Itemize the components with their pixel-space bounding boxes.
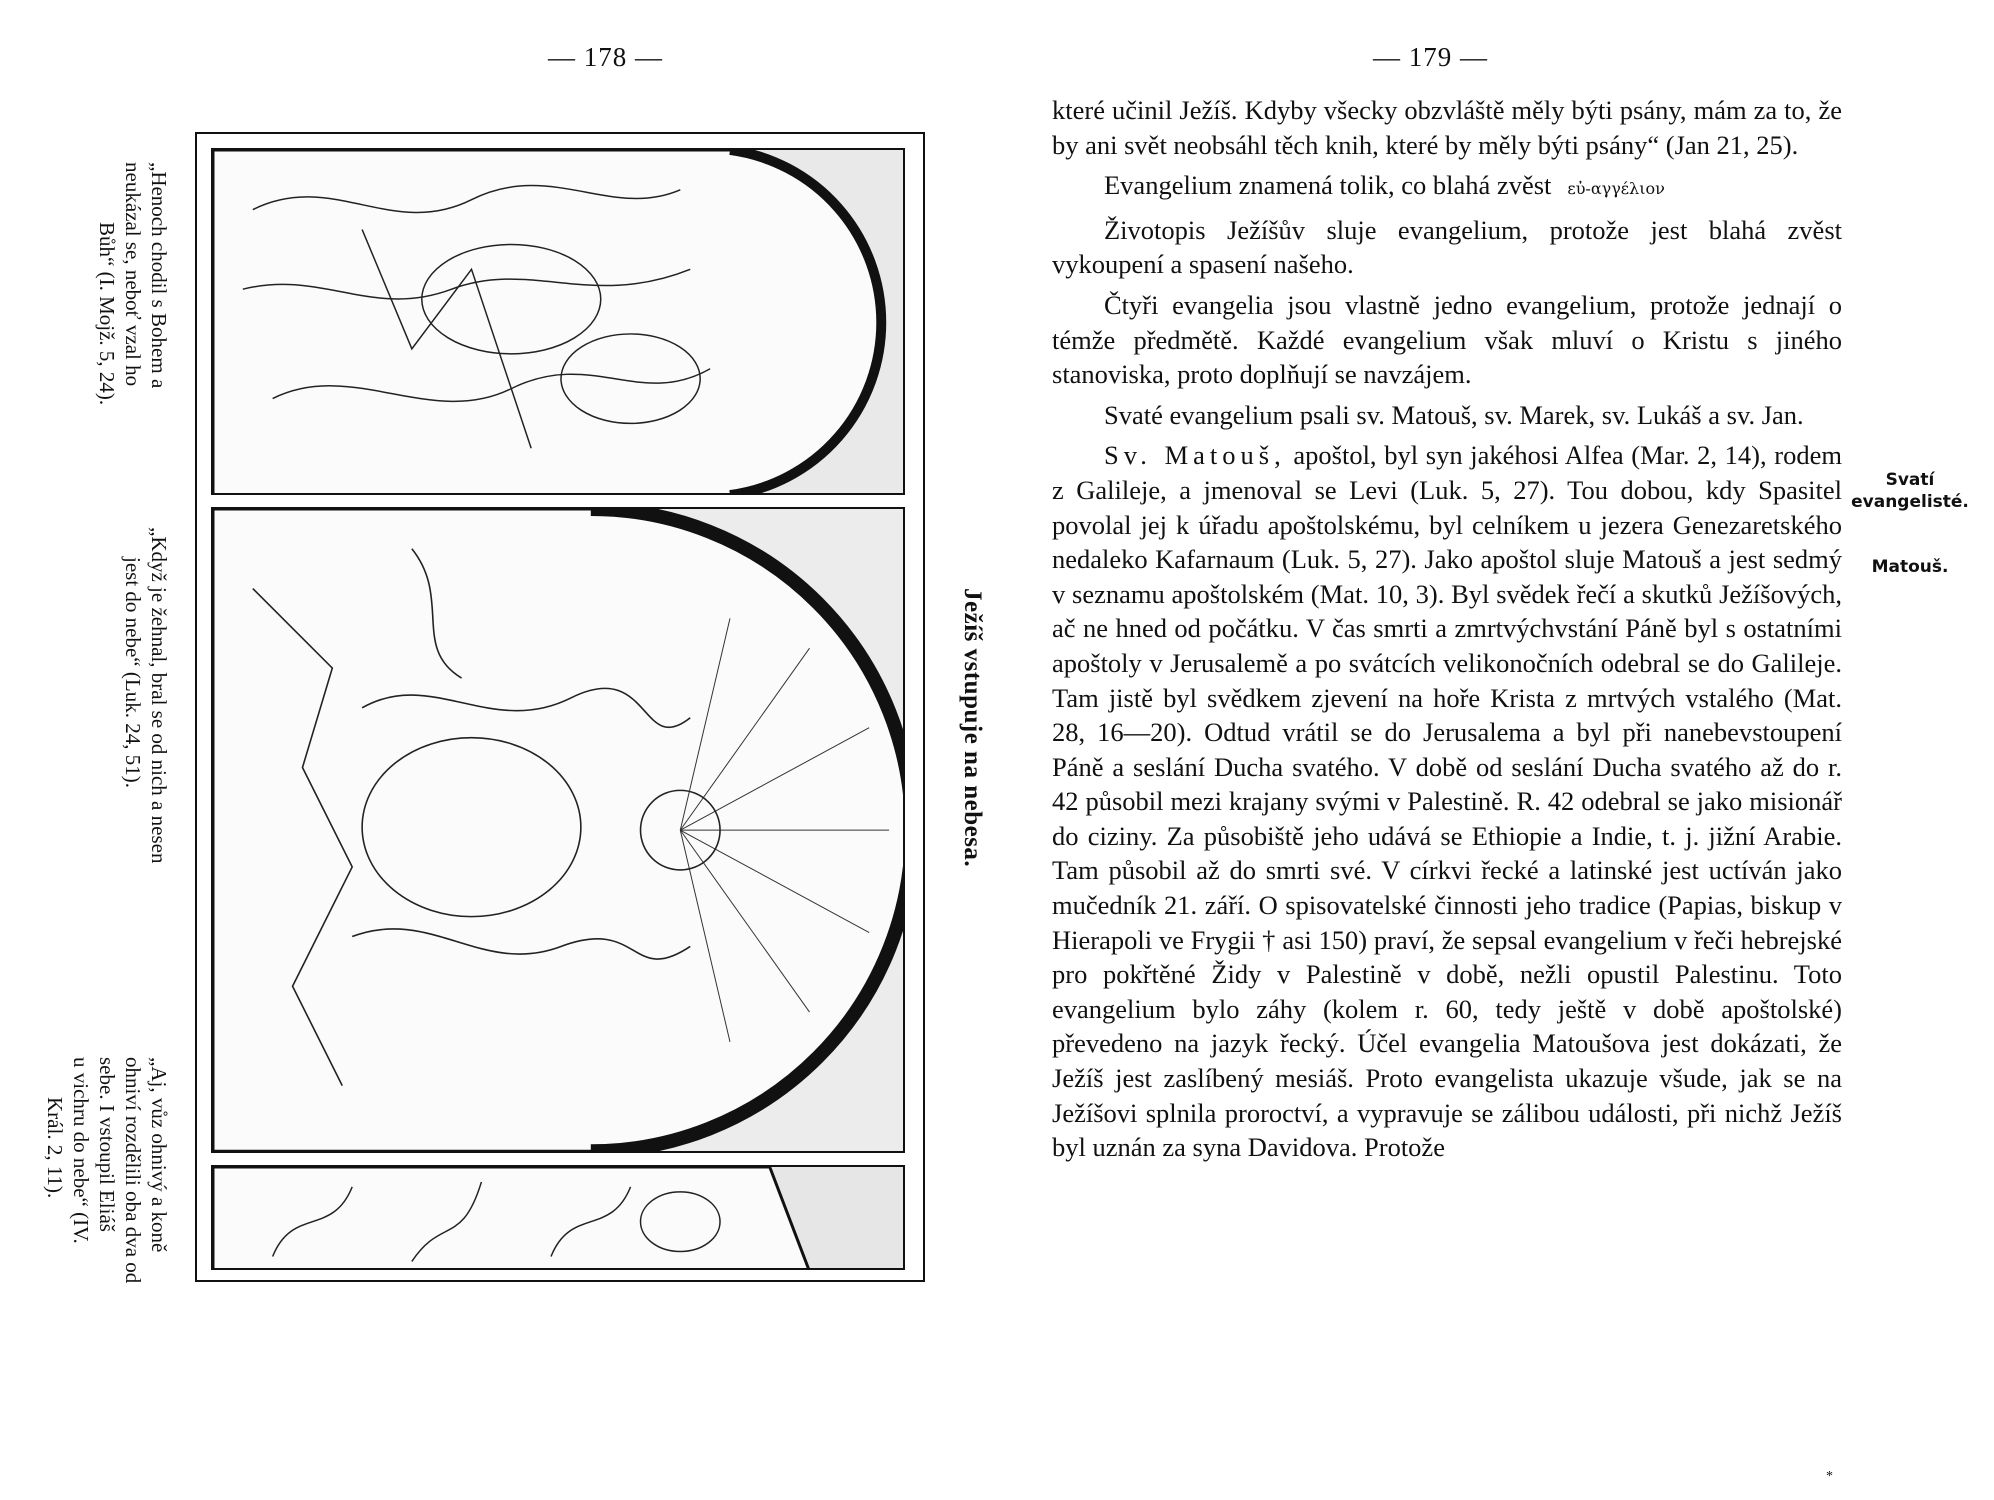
plate-title: Ježíš vstupuje na nebesa. [959, 588, 986, 868]
elijah-engraving [213, 1167, 903, 1270]
plate-panel-henoch [211, 148, 905, 495]
caption-line: Bůh“ (I. Mojž. 5, 24). [95, 222, 119, 406]
plate-panel-ascension [211, 507, 905, 1153]
paragraph: které učinil Ježíš. Kdyby všecky obzvláště měly býti psány, mám za to, že by ani svět neobsáhl těch knih, které by měly býti psány“ (Jan 21, 25). [1052, 95, 1842, 160]
plate-panel-elijah [211, 1165, 905, 1270]
spaced-name: Sv. Matouš, [1104, 440, 1286, 471]
margin-note-line: Svatí [1885, 470, 1935, 490]
caption-line: sebe. I vstoupil Eliáš [95, 1057, 119, 1232]
right-page-body [1052, 93, 1842, 1165]
caption-line: „Když je žehnal, bral se od nich a nesen [147, 527, 171, 864]
paragraph [1052, 168, 1842, 207]
paragraph: Čtyři evangelia jsou vlastně jedno evangelium, protože jednají o témže předmětě. Každé evangelium však mluví o Kristu s jiného stanoviska, proto doplňují se navzájem. [1052, 289, 1842, 390]
paragraph-text: Evangelium znamená tolik, co blahá zvěst [1104, 170, 1552, 201]
footer-mark: * [1826, 1469, 1833, 1484]
ascension-engraving [213, 509, 903, 1151]
page-number-left: — 178 — [548, 42, 663, 72]
caption-line: jest do nebe“ (Luk. 24, 51). [121, 557, 145, 788]
paragraph-text: apoštol, byl syn jakéhosi Alfea (Mar. 2, 14), rodem z Galileje, a jmenoval se Levi (Luk. 5, 27). Tou dobou, kdy Spasitel povolal jej k úřadu apoštolskému, byl celníkem u jezera Genezaretského nedaleko Kafarnaum (Luk. 5, 27). Jako apoštol sluje Matouš a jest sedmý v seznamu apoštolském (Mat. 10, 3). Byl svědek řečí a skutků Ježíšových, ač ne hned od počátku. V čas smrti a zmrtvýchvstání Páně byl s ostatními apoštoly v Jerusalemě a po svátcích velikonočních odebral se do Galileje. Tam jistě byl svědkem zjevení na hoře Krista z mrtvých vstalého (Mat. 28, 16—20). Odtud vrátil se do Jerusalema a byl při nanebevstoupení Páně a seslání Ducha svatého. V době od seslání Ducha svatého až do r. 42 působil mezi krajany svými v Palestině. R. 42 odebral se jako misionář do ciziny. Za působiště jeho udává se Ethiopie a Indie, t. j. jižní Arabie. Tam působil až do smrti své. V církvi řecké a latinské jest uctíván jako mučedník 21. září. O spisovatelské činnosti jeho tradice (Papias, biskup v Hierapoli ve Frygii † asi 150) praví, že sepsal evangelium v řeči hebrejské pro pokřtěné Židy v Palestině v době, nežli opustil Palestinu. Toto evangelium bylo záhy (kolem r. 60, tedy ještě v době apoštolské) převedeno na jazyk řecký. Účel evangelia Matoušova jest dokázati, že Ježíš jest zaslíbený mesiáš. Proto evangelista ukazuje všude, jak se na Ježíšovi splnila proroctví, a vypravuje se zálibou události, při nichž Ježíš byl uznán za syna Davidova. Protože [1052, 440, 1842, 1163]
illustration-plate [195, 132, 925, 1282]
paragraph: Životopis Ježíšův sluje evangelium, protože jest blahá zvěst vykoupení a spasení našeho. [1052, 214, 1842, 280]
greek-term: εὐ-αγγέλιον [1567, 179, 1665, 199]
margin-note-evangelists [1840, 469, 1980, 513]
caption-line: Král. 2, 11). [43, 1097, 67, 1199]
caption-line: neukázal se, neboť vzal ho [121, 162, 145, 387]
paragraph: Svaté evangelium psali sv. Matouš, sv. Marek, sv. Lukáš a sv. Jan. [1104, 399, 1804, 430]
henoch-engraving [213, 150, 903, 495]
caption-line: ohniví rozdělili oba dva od [121, 1057, 145, 1284]
paragraph [1052, 438, 1842, 1164]
caption-line: „Henoch chodil s Bohem a [147, 162, 171, 389]
page-number-right: — 179 — [1373, 42, 1488, 72]
caption-line: „Aj, vůz ohnivý a koně [147, 1057, 171, 1253]
caption-line: u vichru do nebe“ (IV. [69, 1057, 93, 1244]
margin-note-matous: Matouš. [1871, 557, 1949, 577]
margin-note-line: evangelisté. [1851, 492, 1969, 512]
